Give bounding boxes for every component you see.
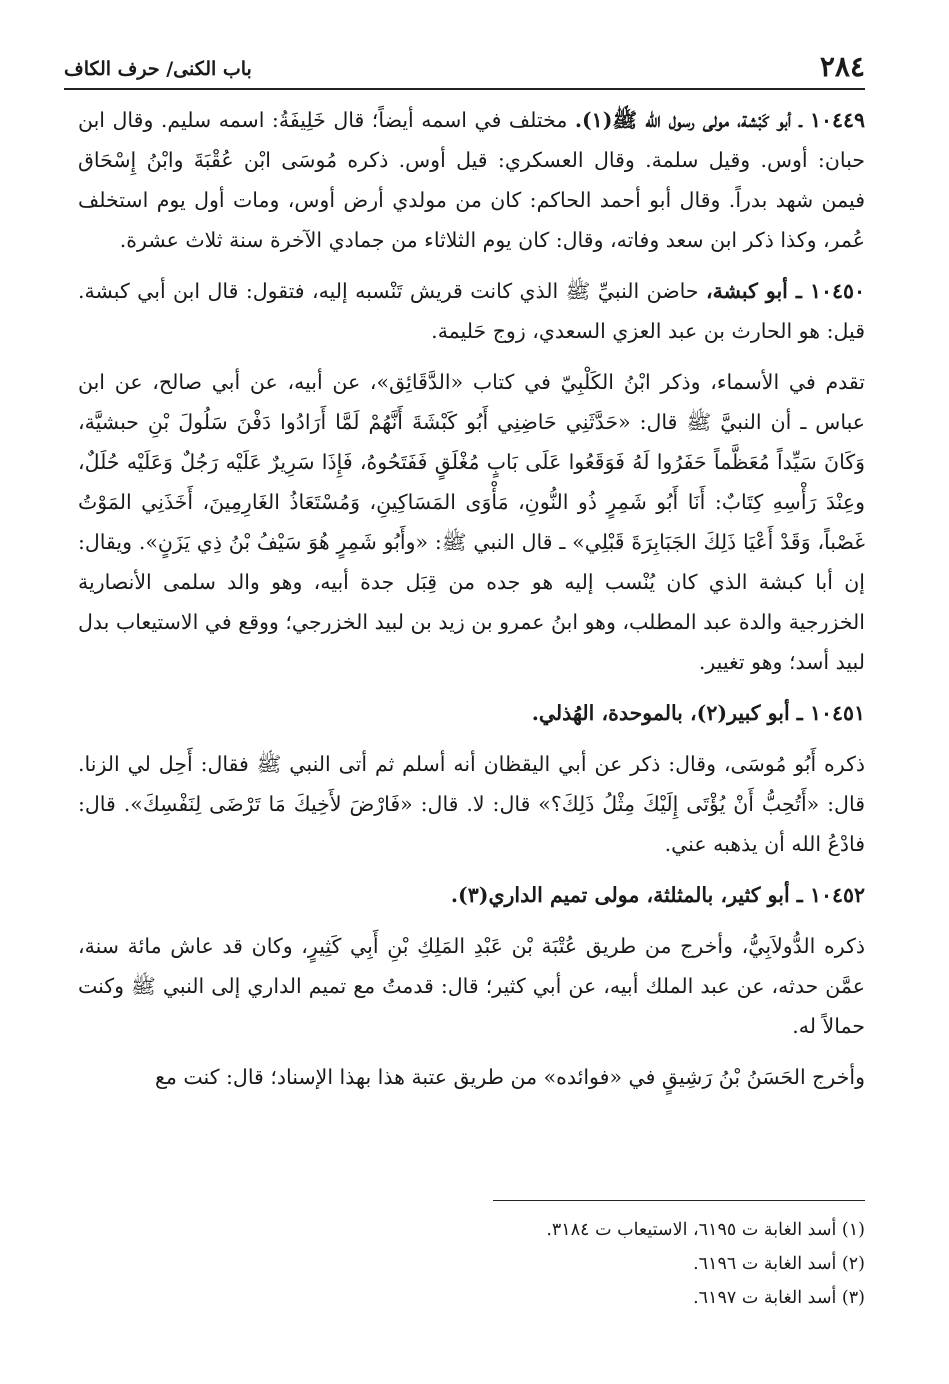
- paragraph-text: تقدم في الأسماء، وذكر ابْنُ الكَلْبِيّ في كتاب «الدَّقَائِق»، عن أبيه، عن أبي صالح، عن ابن عباس ـ أن النبيَّ ﷺ قال: «حَدَّثَنِي حَاضِنِي أَبُو كَبْشَةَ أَنَّهُمْ لَمَّا أَرَادُوا دَفْنَ سَلُولَ بْنِ حبشيَّة، وَكَانَ سَيِّداً مُعَظَّماً حَفَرُوا لَهُ فَوَقَعُوا عَلَى بَابٍ مُغْلَقٍ فَفَتَحُوهُ، فَإِذَا سَرِيرٌ عَلَيْه رَجُلٌ وَعَلَيْه حُلَلٌ، وعِنْدَ رَأْسِهِ كِتَابٌ: أَنَا أَبُو شَمِرٍ ذُو النُّونِ، مَأْوَى المَسَاكِينِ، وَمُسْتَعَاذُ الغَارِمِينَ، أَخَذَنِي المَوْتُ غَصْباً، وَقَدْ أَعْيَا ذَلِكَ الجَبَابِرَةَ قَبْلِي» ـ قال النبي ﷺ: «وأَبُو شَمِرٍ هُوَ سَيْفُ بْنُ ذِي يَزَنٍ». ويقال: إن أبا كبشة الذي كان يُنْسب إليه هو جده من قِبَل جدة أبيه، وهو والد سلمى الأنصارية الخزرجية والدة عبد المطلب، وهو ابنُ عمرو بن زيد بن لبيد الخزرجي؛ ووقع في الاستيعاب بدل لبيد أسد؛ وهو تغيير.: [78, 370, 865, 674]
- entry-10452: [78, 875, 865, 915]
- entry-10452-continued: [78, 926, 865, 1046]
- paragraph-text: وأخرج الحَسَنُ بْنُ رَشِيقٍ في «فوائده» من طريق عتبة هذا بهذا الإسناد؛ قال: كنت مع: [155, 1065, 865, 1089]
- footnote-3: (٣) أسد الغابة ت ٦١٩٧.: [693, 1288, 865, 1308]
- footnote-2: (٢) أسد الغابة ت ٦١٩٦.: [693, 1254, 865, 1274]
- entry-heading: ١٠٤٥٠ ـ أبو كبشة،: [706, 279, 865, 303]
- entry-10449: [78, 100, 865, 260]
- entry-text: مختلف في اسمه أيضاً؛ قال خَلِيفَةُ: اسمه سليم. وقال ابن حبان: أوس. وقيل سلمة. وقال العسكري: قيل أوس. ذكره مُوسَى ابْن عُقْبَةَ وابْنُ إِسْحَاق فيمن شهد بدراً. وقال أبو أحمد الحاكم: كان من مولدي أرض أوس، ومات أول يوم استخلف عُمر، وكذا ذكر ابن سعد وفاته، وقال: كان يوم الثلاثاء من جمادي الآخرة سنة ثلاث عشرة.: [78, 108, 865, 252]
- entry-text: بالموحدة، الهُذلي.: [531, 701, 691, 725]
- entry-heading: ١٠٤٥٢ ـ أبو كثير،: [720, 883, 865, 907]
- paragraph-text: ذكره الدُّولاَبِيُّ، وأخرج من طريق عُتْبَة بْن عَبْدِ المَلِكِ بْنِ أَبِي كَثِيرٍ، وكان قد عاش مائة سنة، عمَّن حدثه، عن عبد الملك أبيه، عن أبي كثير؛ قال: قدمتُ مع تميم الداري إلى النبي ﷺ وكنت حمالاً له.: [78, 934, 865, 1038]
- entry-heading: ١٠٤٥١ ـ أبو كبير(٢)،: [690, 701, 865, 725]
- entry-text: بالمثلثة، مولى تميم الداري(٣).: [450, 883, 721, 907]
- entry-heading: ١٠٤٤٩ ـ أبو كَبْشة، مولى رسول الله ﷺ(١).: [574, 108, 865, 132]
- footnote-divider: [493, 1200, 865, 1201]
- footnote-1: (١) أسد الغابة ت ٦١٩٥، الاستيعاب ت ٣١٨٤.: [546, 1220, 865, 1240]
- entry-10450-continued: [78, 362, 865, 682]
- main-text: [78, 100, 865, 1108]
- running-head: باب الكنى/ حرف الكاف: [64, 58, 252, 80]
- entry-10452-continued-2: [78, 1057, 865, 1097]
- entry-10450: [78, 271, 865, 351]
- footnotes: [78, 1213, 865, 1315]
- entry-10451: [78, 693, 865, 733]
- paragraph-text: ذكره أَبُو مُوسَى، وقال: ذكر عن أبي اليقظان أنه أسلم ثم أتى النبي ﷺ فقال: أَحِل لي الزنا. قال: «أَتُحِبُّ أَنْ يُؤْتَى إِلَيْكَ مِثْلُ ذَلِكَ؟» قال: لا. قال: «فَارْضَ لأَخِيكَ مَا تَرْضَى لِنَفْسِكَ». قال: فادْعُ الله أن يذهبه عني.: [78, 752, 865, 856]
- page-header: [64, 48, 865, 90]
- entry-text: حاضن النبيِّ ﷺ الذي كانت قريش تَنْسبه إليه، فتقول: قال ابن أبي كبشة. قيل: هو الحارث بن عبد العزي السعدي، زوج حَليمة.: [78, 279, 865, 343]
- entry-10451-continued: [78, 744, 865, 864]
- page-number: ٢٨٤: [819, 50, 865, 83]
